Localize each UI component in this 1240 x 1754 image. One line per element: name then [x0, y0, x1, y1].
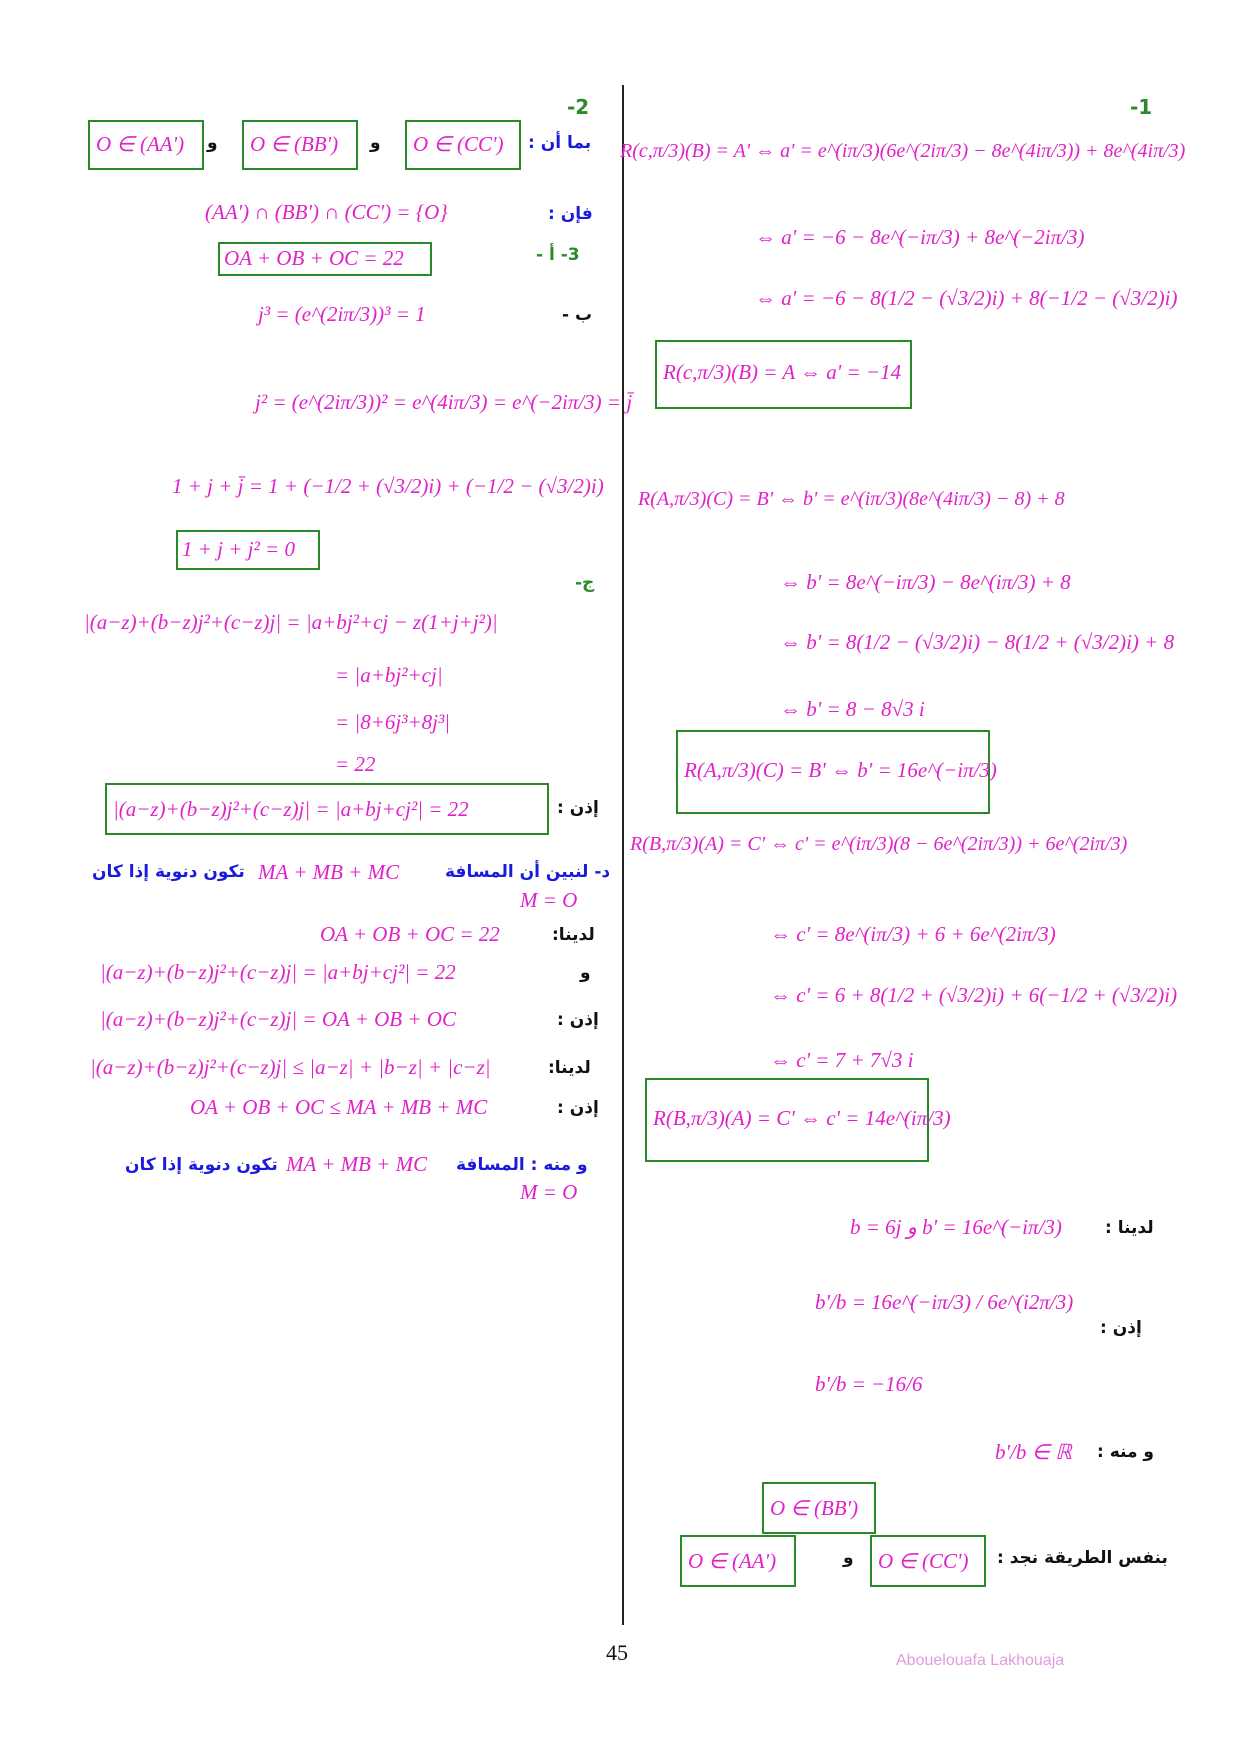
- result-c-prime: R(B,π/3)(A) = C' ⇔ c' = 14e^(iπ/3): [653, 1106, 951, 1130]
- left-o-in-cc: O ∈ (CC'): [413, 132, 504, 156]
- section-1-label: -1: [1130, 95, 1153, 119]
- conclusion-expr: MA + MB + MC: [286, 1152, 428, 1176]
- sum-j-conj: 1 + j + j̄ = 1 + (−1/2 + (√3/2)i) + (−1/2 − (√3/2)i): [172, 474, 604, 498]
- d-sum-22: OA + OB + OC = 22: [320, 922, 500, 946]
- result-a-prime: R(c,π/3)(B) = A ⇔ a' = −14: [663, 360, 902, 384]
- j-sum-zero: 1 + j + j² = 0: [182, 537, 295, 561]
- c-line3: = |8+6j³+8j³|: [335, 710, 451, 734]
- idhan-c-label: إذن :: [557, 798, 599, 818]
- fa-inna-label: فإن :: [548, 204, 593, 224]
- wa-conj: و: [843, 1548, 854, 1568]
- ladayna-d2-label: لدينا:: [548, 1058, 591, 1078]
- rotation-b-line1: R(c,π/3)(B) = A' ⇔ a' = e^(iπ/3)(6e^(2iπ/3) − 8e^(4iπ/3)) + 8e^(4iπ/3): [620, 140, 1186, 162]
- left-o-in-bb: O ∈ (BB'): [250, 132, 339, 156]
- wa-conj-1: و: [370, 133, 381, 153]
- result-box-a-prime: [655, 340, 912, 409]
- box-j-sum: [176, 530, 320, 570]
- binafs-label: بنفس الطريقة نجد :: [997, 1548, 1168, 1568]
- box-o-in-bb: [762, 1482, 876, 1534]
- intersection: (AA') ∩ (BB') ∩ (CC') = {O}: [205, 200, 448, 224]
- rotation-c-line2: ⇔ b' = 8e^(−iπ/3) − 8e^(iπ/3) + 8: [780, 570, 1071, 594]
- box-c-result: [105, 783, 549, 835]
- conclusion-m-eq-o: M = O: [520, 1180, 578, 1204]
- j-cubed: j³ = (e^(2iπ/3))³ = 1: [258, 302, 426, 326]
- rotation-a-line1: R(B,π/3)(A) = C' ⇔ c' = e^(iπ/3)(8 − 6e^(2iπ/3)) + 6e^(2iπ/3): [630, 833, 1128, 855]
- o-in-aa: O ∈ (AA'): [688, 1549, 777, 1573]
- conclusion-a: و منه : المسافة: [456, 1155, 588, 1175]
- c-line2: = |a+bj²+cj|: [335, 663, 443, 687]
- d-intro-b: تكون دنوية إذا كان: [92, 862, 245, 882]
- section-2-label: -2: [567, 95, 590, 119]
- rotation-a-line4: ⇔ c' = 7 + 7√3 i: [770, 1048, 914, 1072]
- d-final-ineq: OA + OB + OC ≤ MA + MB + MC: [190, 1095, 488, 1119]
- page-number: 45: [606, 1640, 628, 1665]
- box-left-o-in-bb: [242, 120, 358, 170]
- rotation-b-line2: ⇔ a' = −6 − 8e^(−iπ/3) + 8e^(−2iπ/3): [755, 225, 1085, 249]
- d-distance-expr: MA + MB + MC: [258, 860, 400, 884]
- sum-22: OA + OB + OC = 22: [224, 246, 404, 270]
- d-m-eq-o: M = O: [520, 888, 578, 912]
- idhan-d3-label: إذن :: [557, 1098, 599, 1118]
- box-left-o-in-aa: [88, 120, 204, 170]
- ratio-in-reals: b'/b ∈ ℝ: [995, 1440, 1072, 1464]
- section-b-label: ب -: [562, 305, 593, 325]
- rotation-c-line4: ⇔ b' = 8 − 8√3 i: [780, 697, 925, 721]
- section-c-label: ج-: [575, 573, 595, 593]
- rotation-b-line3: ⇔ a' = −6 − 8(1/2 − (√3/2)i) + 8(−1/2 − (√3/2)i): [755, 286, 1178, 310]
- ratio-line2: b'/b = −16/6: [815, 1372, 923, 1396]
- wa-conj-2: و: [207, 133, 218, 153]
- rotation-a-line3: ⇔ c' = 6 + 8(1/2 + (√3/2)i) + 6(−1/2 + (√3/2)i): [770, 983, 1178, 1007]
- c-result: |(a−z)+(b−z)j²+(c−z)j| = |a+bj+cj²| = 22: [113, 797, 469, 821]
- d-intro-a: د- لنبين أن المسافة: [445, 862, 611, 882]
- ladayna-label: لدينا :: [1105, 1218, 1154, 1238]
- rotation-c-line3: ⇔ b' = 8(1/2 − (√3/2)i) − 8(1/2 + (√3/2)i) + 8: [780, 630, 1175, 654]
- box-o-in-aa: [680, 1535, 796, 1587]
- result-box-b-prime: [676, 730, 997, 814]
- b-values: b = 6j و b' = 16e^(−iπ/3): [850, 1215, 1062, 1239]
- d-abs-22: |(a−z)+(b−z)j²+(c−z)j| = |a+bj+cj²| = 22: [100, 960, 456, 984]
- box-left-o-in-cc: [405, 120, 521, 170]
- rotation-a-line2: ⇔ c' = 8e^(iπ/3) + 6 + 6e^(2iπ/3): [770, 922, 1056, 946]
- ratio-line1: b'/b = 16e^(−iπ/3) / 6e^(i2π/3): [815, 1290, 1074, 1314]
- ladayna-d-label: لدينا:: [552, 925, 595, 945]
- box-sum-22: [218, 242, 432, 276]
- idhan-d-label: إذن :: [557, 1010, 599, 1030]
- result-box-c-prime: [645, 1078, 951, 1162]
- bima-an-label: بما أن :: [528, 133, 592, 153]
- rotation-c-line1: R(A,π/3)(C) = B' ⇔ b' = e^(iπ/3)(8e^(4iπ/3) − 8) + 8: [638, 488, 1065, 510]
- wa-prefix: و: [580, 963, 591, 983]
- idhan-label: إذن :: [1100, 1318, 1142, 1338]
- o-in-bb: O ∈ (BB'): [770, 1496, 859, 1520]
- c-line1: |(a−z)+(b−z)j²+(c−z)j| = |a+bj²+cj − z(1+j+j²)|: [84, 610, 498, 634]
- left-o-in-aa: O ∈ (AA'): [96, 132, 185, 156]
- conclusion-b: تكون دنوية إذا كان: [125, 1155, 278, 1175]
- wa-minhu-label: و منه :: [1097, 1442, 1154, 1462]
- box-o-in-cc: [870, 1535, 986, 1587]
- o-in-cc: O ∈ (CC'): [878, 1549, 969, 1573]
- result-b-prime: R(A,π/3)(C) = B' ⇔ b' = 16e^(−iπ/3): [684, 758, 997, 782]
- section-3a-label: 3- أ -: [536, 245, 580, 265]
- d-triangle-ineq: |(a−z)+(b−z)j²+(c−z)j| ≤ |a−z| + |b−z| + |c−z|: [90, 1055, 491, 1079]
- d-abs-eq-sum: |(a−z)+(b−z)j²+(c−z)j| = OA + OB + OC: [100, 1007, 456, 1031]
- j-squared: j² = (e^(2iπ/3))² = e^(4iπ/3) = e^(−2iπ/3) = j̄: [255, 390, 633, 414]
- author-name: Abouelouafa Lakhouaja: [896, 1652, 1065, 1669]
- column-divider: [622, 85, 624, 1625]
- c-line4: = 22: [335, 752, 376, 776]
